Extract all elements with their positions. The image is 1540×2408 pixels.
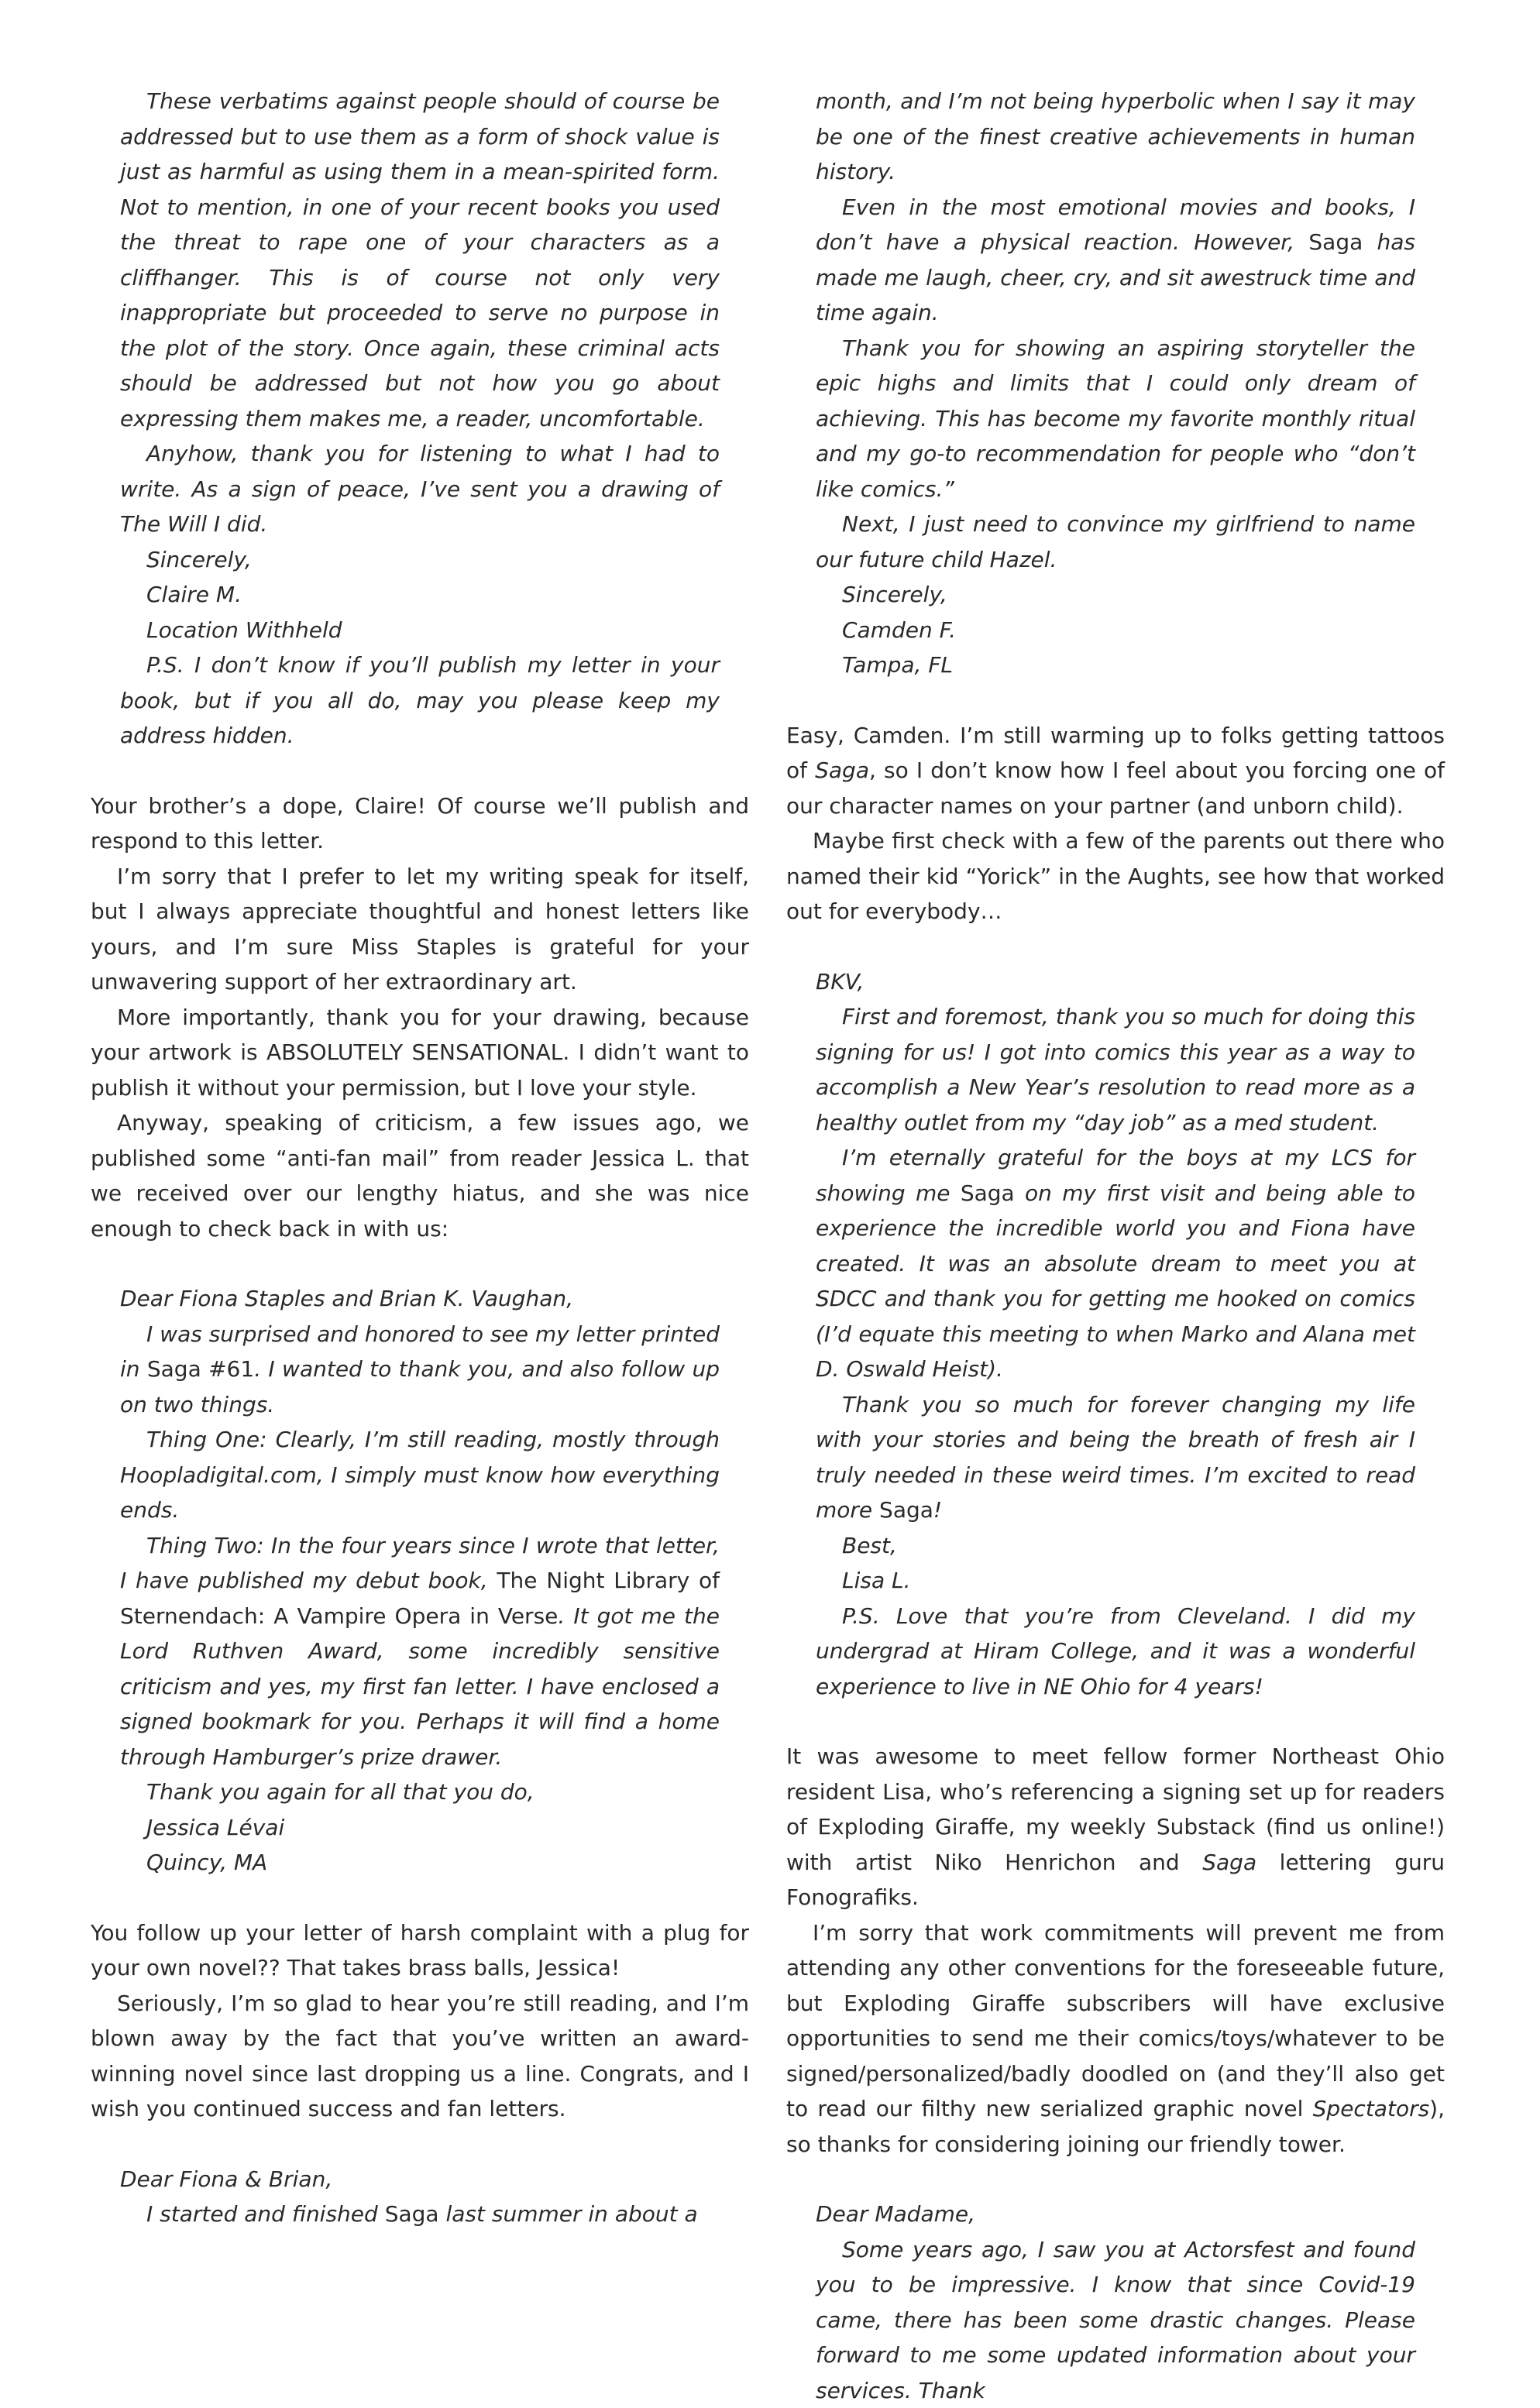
signoff-name: Claire M. <box>120 577 720 613</box>
letter-postscript: P.S. I don’t know if you’ll publish my letter in your book, but if you all do, may you please keep my address hidden. <box>120 648 720 754</box>
letter-paragraph: First and foremost, thank you so much for doing this signing for us! I got into comics this year as a way to accomplish a New Year’s resolution to read more as a healthy outlet from my “day job” as a med student. <box>816 999 1415 1140</box>
letter-salutation: BKV, <box>816 964 1415 1000</box>
comic-title: Saga #61 <box>147 1356 254 1382</box>
letter-paragraph: Thank you so much for forever changing my life with your stories and being the breath of fresh air I truly needed in these weird times. I’m excited to read more Saga! <box>816 1387 1415 1528</box>
reply-claire <box>91 788 749 1247</box>
letter-salutation: Dear Fiona & Brian, <box>120 2162 720 2197</box>
letter-paragraph: Thank you for showing an aspiring storyteller the epic highs and limits that I could only dream of achieving. This has become my favorite monthly ritual and my go-to recommendation for people who “don’t like comics.” <box>816 331 1415 507</box>
reply-paragraph: You follow up your letter of harsh complaint with a plug for your own novel?? That takes brass balls, Jessica! <box>91 1915 749 1986</box>
signoff-line: Sincerely, <box>120 542 720 578</box>
letter-jessica <box>91 1281 749 1881</box>
letter-paragraph: Even in the most emotional movies and books, I don’t have a physical reaction. However, Saga has made me laugh, cheer, cry, and sit awestruck time and time again. <box>816 190 1415 331</box>
signoff-name: Jessica Lévai <box>120 1810 720 1846</box>
comic-title: Saga <box>815 757 869 783</box>
letter-paragraph: Anyhow, thank you for listening to what I had to write. As a sign of peace, I’ve sent you a drawing of The Will I did. <box>120 436 720 542</box>
reply-paragraph: It was awesome to meet fellow former Northeast Ohio resident Lisa, who’s referencing a signing set up for readers of Exploding Giraffe, my weekly Substack (find us online!) with artist Niko Henrichon and Saga lettering guru Fonografiks. <box>786 1739 1445 1915</box>
letter-camden-start <box>91 2162 749 2232</box>
signoff-name: Lisa L. <box>816 1563 1415 1599</box>
letter-postscript: P.S. Love that you’re from Cleveland. I did my undergrad at Hiram College, and it was a wonderful experience to live in NE Ohio for 4 years! <box>816 1599 1415 1705</box>
reply-paragraph: I’m sorry that I prefer to let my writing speak for itself, but I always appreciate thoughtful and honest letters like yours, and I’m sure Miss Staples is grateful for your unwavering support of her extraordinary art. <box>91 859 749 1000</box>
comic-title: Saga <box>961 1180 1015 1206</box>
reply-paragraph: I’m sorry that work commitments will prevent me from attending any other conventions for the foreseeable future, but Exploding Giraffe subscribers will have exclusive opportunities to send me their comics/toys/whatever to be signed/personalized/badly doodled on (and they’ll also get to read our filthy new serialized graphic novel Spectators), so thanks for considering joining our friendly tower. <box>786 1915 1445 2162</box>
letter-paragraph: I’m eternally grateful for the boys at my LCS for showing me Saga on my first visit and being able to experience the incredible world you and Fiona have created. It was an absolute dream to meet you at SDCC and thank you for getting me hooked on comics (I’d equate this meeting to when Marko and Alana met D. Oswald Heist). <box>816 1140 1415 1387</box>
letter-madame <box>786 2197 1445 2408</box>
signoff-location: Location Withheld <box>120 613 720 648</box>
signoff-name: Camden F. <box>816 613 1415 648</box>
letter-paragraph: Some years ago, I saw you at Actorsfest and found you to be impressive. I know that since Covid-19 came, there has been some drastic changes. Please forward to me some updated information about your services. Thank <box>816 2232 1415 2408</box>
signoff-line: Best, <box>816 1528 1415 1564</box>
letter-salutation: Dear Fiona Staples and Brian K. Vaughan, <box>120 1281 720 1317</box>
reply-paragraph: Maybe first check with a few of the parents out there who named their kid “Yorick” in the Aughts, see how that worked out for everybody… <box>786 823 1445 929</box>
left-column <box>91 84 749 2232</box>
letter-paragraph: Thank you again for all that you do, <box>120 1774 720 1810</box>
reply-paragraph: Seriously, I’m so glad to hear you’re still reading, and I’m blown away by the fact that you’ve written an award-winning novel since last dropping us a line. Congrats, and I wish you continued success and fan letters. <box>91 1986 749 2127</box>
letter-lisa <box>786 964 1445 1705</box>
letter-paragraph: I was surprised and honored to see my letter printed in Saga #61. I wanted to thank you, and also follow up on two things. <box>120 1317 720 1423</box>
reply-paragraph: More importantly, thank you for your drawing, because your artwork is ABSOLUTELY SENSATIONAL. I didn’t want to publish it without your permission, but I love your style. <box>91 1000 749 1106</box>
reply-paragraph: Anyway, speaking of criticism, a few issues ago, we published some “anti-fan mail” from reader Jessica L. that we received over our lengthy hiatus, and she was nice enough to check back in with us: <box>91 1105 749 1246</box>
comic-title: Saga <box>879 1497 933 1523</box>
letter-paragraph: Next, I just need to convince my girlfriend to name our future child Hazel. <box>816 507 1415 577</box>
reply-camden <box>786 718 1445 929</box>
reply-paragraph: Easy, Camden. I’m still warming up to folks getting tattoos of Saga, so I don’t know how I feel about you forcing one of our character names on your partner (and unborn child). <box>786 718 1445 824</box>
reply-jessica <box>91 1915 749 2127</box>
signoff-line: Sincerely, <box>816 577 1415 613</box>
letter-paragraph: I started and finished Saga last summer in about a <box>120 2197 720 2232</box>
signoff-location: Tampa, FL <box>816 648 1415 683</box>
letter-paragraph: month, and I’m not being hyperbolic when I say it may be one of the finest creative achievements in human history. <box>816 84 1415 190</box>
letter-paragraph: Thing Two: In the four years since I wrote that letter, I have published my debut book, The Night Library of Sternendach: A Vampire Opera in Verse. It got me the Lord Ruthven Award, some incredibly sensitive criticism and yes, my first fan letter. I have enclosed a signed bookmark for you. Perhaps it will find a home through Hamburger’s prize drawer. <box>120 1528 720 1775</box>
comic-title: Saga <box>1308 229 1363 255</box>
book-title: The Night Library of Sternendach: A Vampire Opera in Verse <box>120 1568 720 1629</box>
letter-paragraph: Thing One: Clearly, I’m still reading, mostly through Hoopladigital.com, I simply must know how everything ends. <box>120 1422 720 1528</box>
letter-salutation: Dear Madame, <box>816 2197 1415 2232</box>
letter-paragraph: These verbatims against people should of course be addressed but to use them as a form of shock value is just as harmful as using them in a mean-spirited form. Not to mention, in one of your recent books you used the threat to rape one of your characters as a cliffhanger. This is of course not only very inappropriate but proceeded to serve no purpose in the plot of the story. Once again, these criminal acts should be addressed but not how you go about expressing them makes me, a reader, uncomfortable. <box>120 84 720 436</box>
right-column <box>786 84 1445 2408</box>
signoff-location: Quincy, MA <box>120 1845 720 1881</box>
graphic-novel-title: Spectators <box>1313 2096 1430 2121</box>
comic-title: Saga <box>1202 1850 1256 1875</box>
letter-camden <box>786 84 1445 683</box>
letter-claire <box>91 84 749 754</box>
reply-lisa <box>786 1739 1445 2162</box>
comic-title: Saga <box>385 2201 439 2227</box>
reply-paragraph: Your brother’s a dope, Claire! Of course we’ll publish and respond to this letter. <box>91 788 749 859</box>
